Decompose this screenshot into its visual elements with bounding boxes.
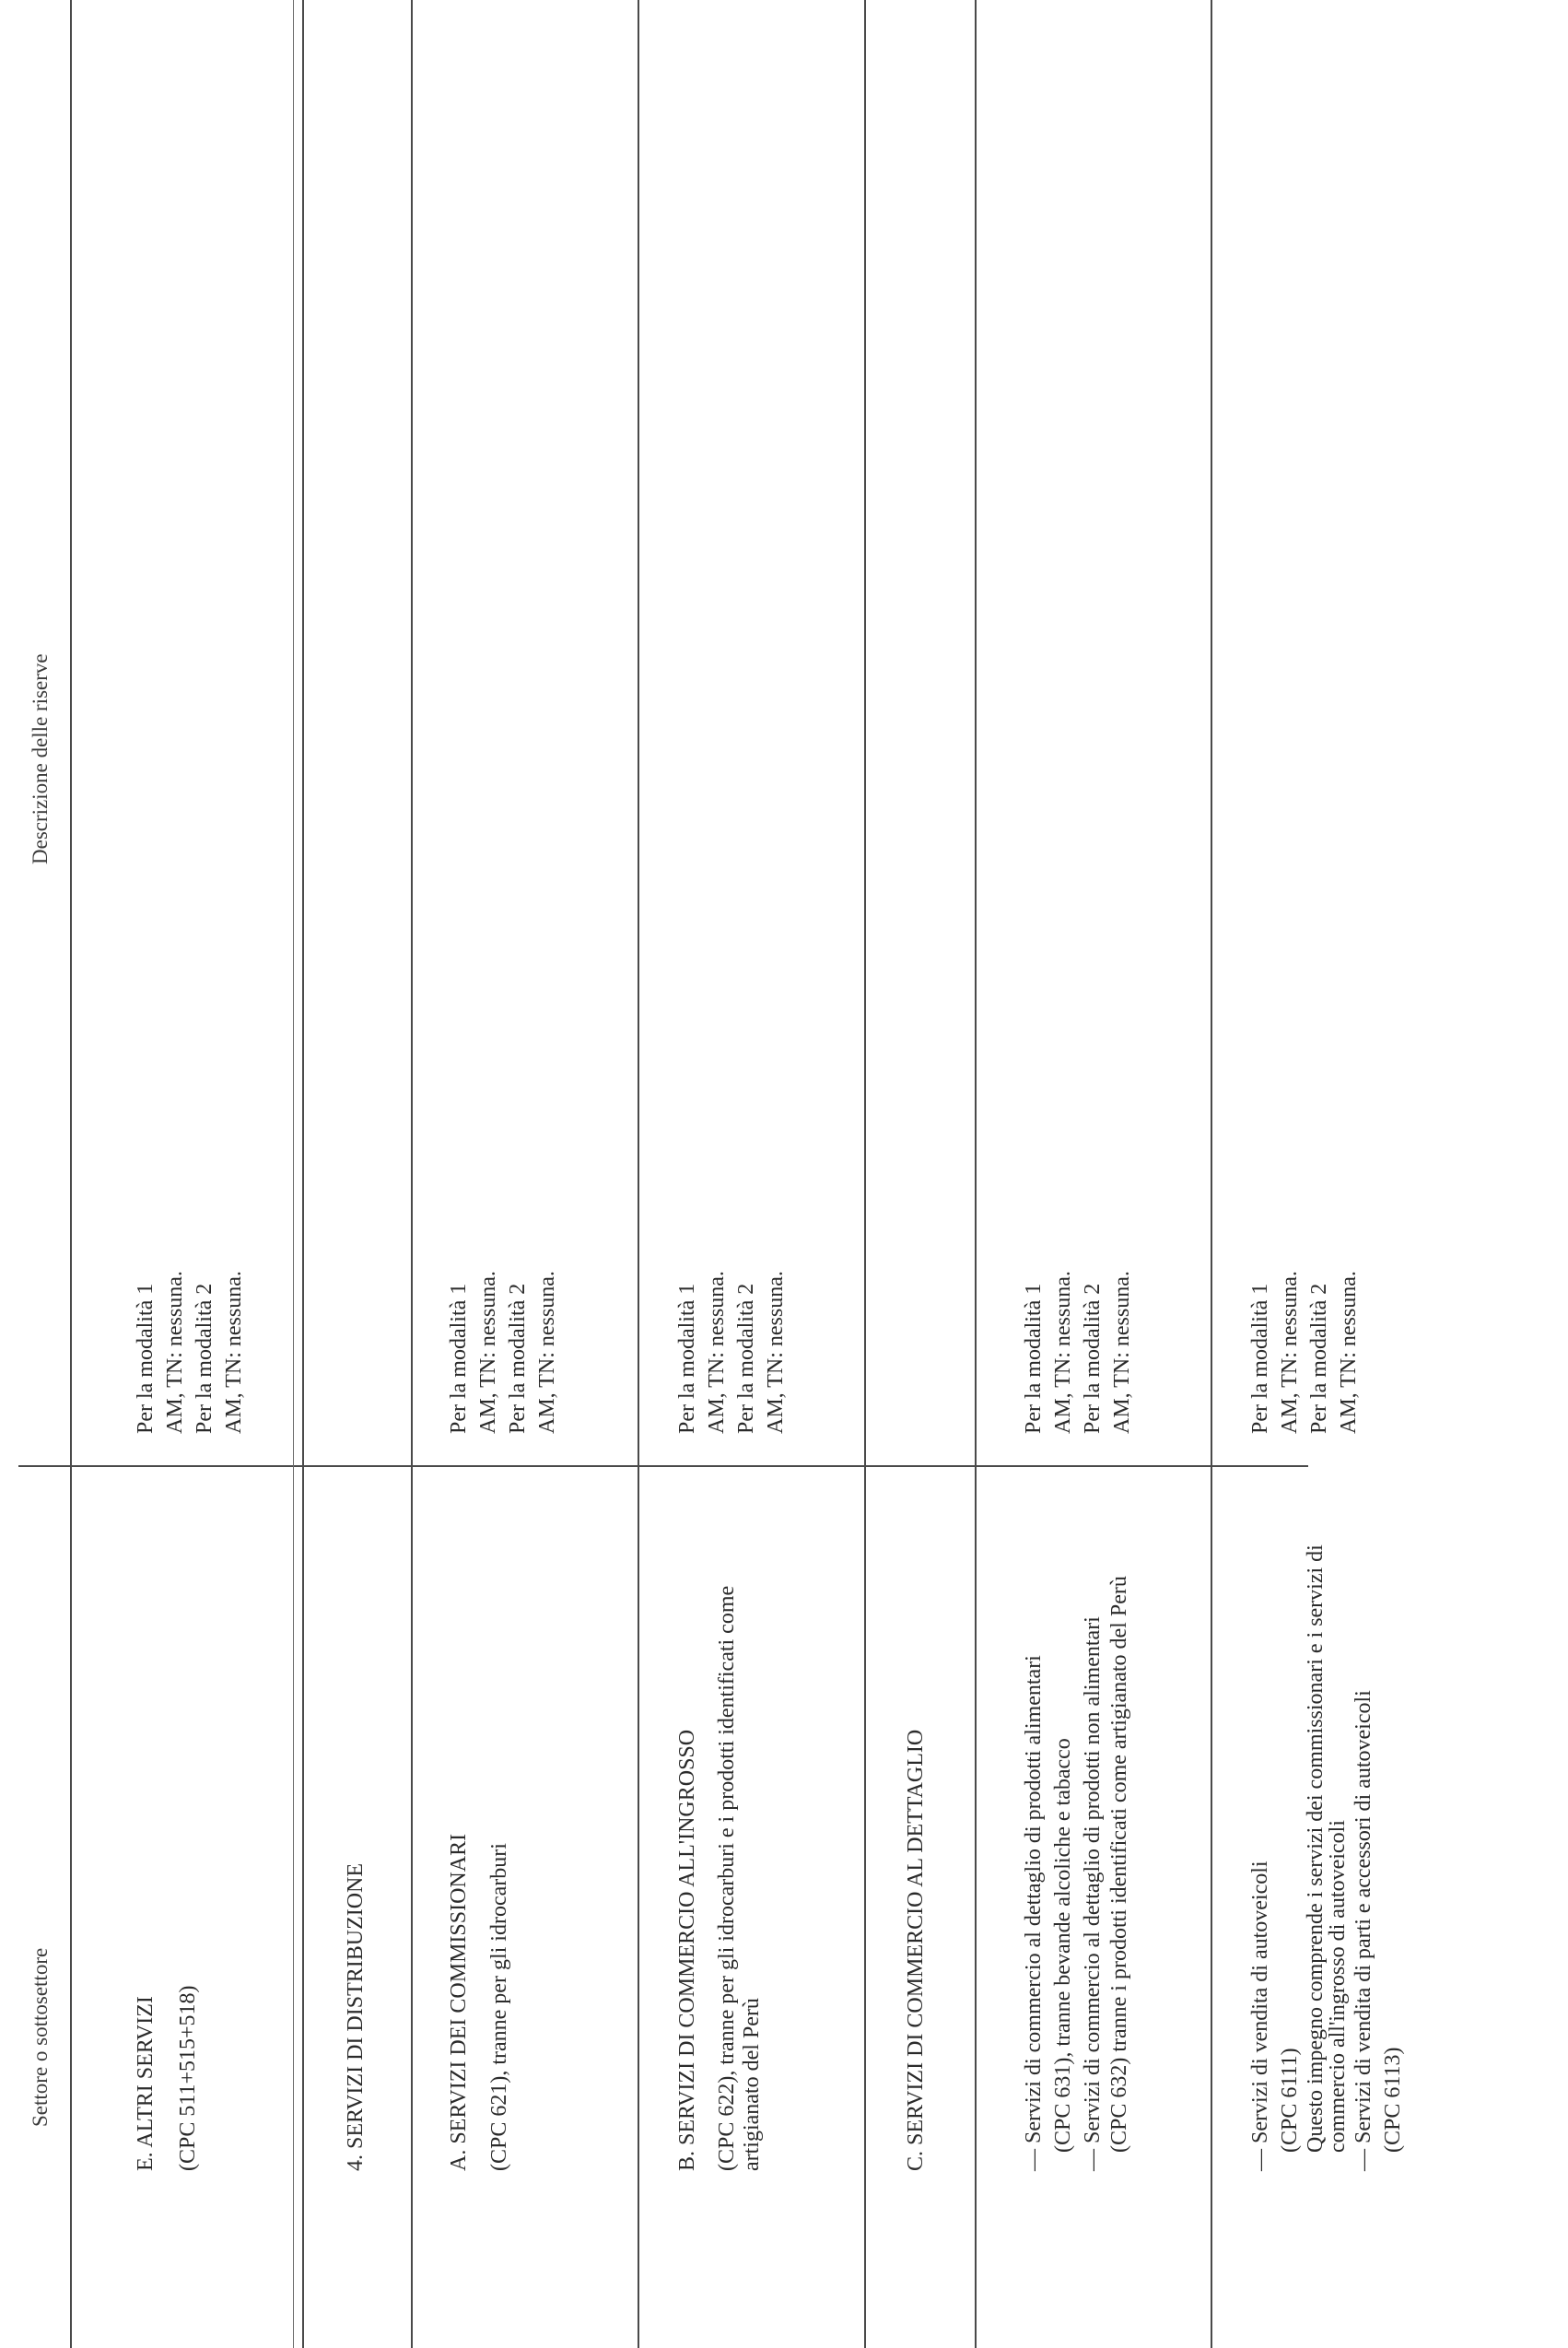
reservation-line: AM, TN: nessuna. <box>222 1271 246 1434</box>
column-divider <box>18 1465 1308 1467</box>
reservation-line: AM, TN: nessuna. <box>705 1271 729 1434</box>
sector-item: (CPC 632) tranne i prodotti identificati come artigianato del Perù <box>1107 1576 1131 2153</box>
sector-item: — Servizi di commercio al dettaglio di prodotti alimentari <box>1022 1655 1046 2171</box>
row-rule <box>293 0 294 2348</box>
row-vehicle-items <box>1246 1489 1408 2171</box>
sector-item: — Servizi di vendita di autoveicoli <box>1248 1861 1272 2171</box>
header-sector: Settore o sottosettore <box>29 1947 52 2127</box>
reservation-line: AM, TN: nessuna. <box>764 1271 788 1434</box>
sector-item: (CPC 6111) <box>1278 2048 1302 2153</box>
reservation-line: Per la modalità 1 <box>447 1283 471 1434</box>
row-rule <box>411 0 413 2348</box>
sector-item: (CPC 6113) <box>1381 2047 1405 2153</box>
row-retail-reservations <box>1019 1271 1137 1434</box>
sector-item: — Servizi di commercio al dettaglio di prodotti non alimentari <box>1081 1616 1105 2171</box>
reservation-line: AM, TN: nessuna. <box>163 1271 187 1434</box>
reservation-line: Per la modalità 1 <box>1248 1283 1272 1434</box>
row-a-title: A. SERVIZI DEI COMMISSIONARI <box>447 1833 471 2171</box>
row-a-reservations <box>444 1271 562 1434</box>
reservation-line: AM, TN: nessuna. <box>1337 1271 1361 1434</box>
sector-item: Questo impegno comprende i servizi dei commissionari e i servizi di commercio all'ingrosso di autoveicoli <box>1304 1544 1350 2153</box>
row-4-title: 4. SERVIZI DI DISTRIBUZIONE <box>344 1862 368 2171</box>
row-rule <box>975 0 977 2348</box>
sector-item: (CPC 631), tranne bevande alcoliche e tabacco <box>1051 1738 1075 2153</box>
sector-item: — Servizi di vendita di parti e accessori di autoveicoli <box>1352 1690 1375 2171</box>
row-a-code: (CPC 621), tranne per gli idrocarburi <box>487 1843 511 2171</box>
row-c-title: C. SERVIZI DI COMMERCIO AL DETTAGLIO <box>904 1729 928 2171</box>
row-e-code: (CPC 511+515+518) <box>176 1985 200 2171</box>
reservation-line: AM, TN: nessuna. <box>476 1271 500 1434</box>
reservation-line: AM, TN: nessuna. <box>535 1271 559 1434</box>
reservation-line: AM, TN: nessuna. <box>1110 1271 1134 1434</box>
row-rule <box>1211 0 1212 2348</box>
row-rule <box>638 0 639 2348</box>
row-rule <box>864 0 866 2348</box>
reservation-line: Per la modalità 1 <box>134 1283 158 1434</box>
reservation-line: AM, TN: nessuna. <box>1051 1271 1075 1434</box>
reservation-line: Per la modalità 2 <box>1307 1283 1331 1434</box>
row-b-title: B. SERVIZI DI COMMERCIO ALL'INGROSSO <box>675 1729 699 2171</box>
row-retail-items <box>1019 1489 1131 2171</box>
row-e-reservations <box>131 1271 249 1434</box>
reservation-line: Per la modalità 2 <box>506 1283 530 1434</box>
row-e-title: E. ALTRI SERVIZI <box>134 1996 158 2171</box>
header-rule <box>70 0 72 2348</box>
row-b-code: (CPC 622), tranne per gli idrocarburi e i prodotti identificati come artigianato del Perù <box>715 1585 764 2171</box>
row-b-reservations <box>673 1271 790 1434</box>
row-vehicle-reservations <box>1246 1271 1363 1434</box>
reservation-line: AM, TN: nessuna. <box>1278 1271 1302 1434</box>
row-rule <box>302 0 304 2348</box>
reservation-line: Per la modalità 1 <box>1022 1283 1046 1434</box>
reservation-line: Per la modalità 2 <box>734 1283 758 1434</box>
header-description: Descrizione delle riserve <box>29 653 52 864</box>
reservation-line: Per la modalità 1 <box>675 1283 699 1434</box>
reservation-line: Per la modalità 2 <box>193 1283 216 1434</box>
reservation-line: Per la modalità 2 <box>1081 1283 1105 1434</box>
